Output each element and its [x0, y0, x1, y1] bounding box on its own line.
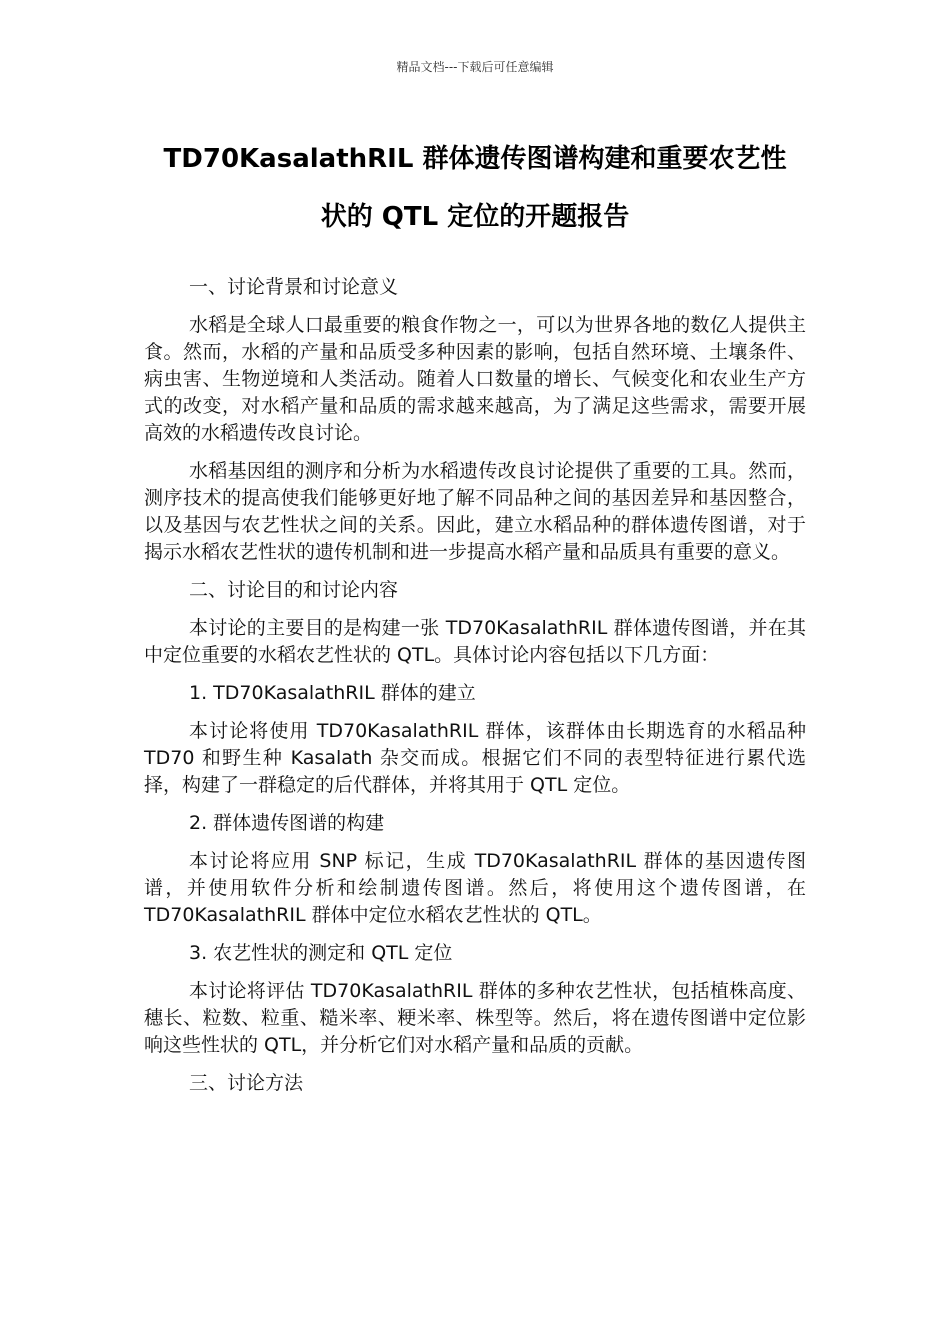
paragraph-background-1: 水稻是全球人口最重要的粮食作物之一，可以为世界各地的数亿人提供主食。然而，水稻的产量和品质受多种因素的影响，包括自然环境、土壤条件、病虫害、生物逆境和人类活动。随着人口数量的增长、气候变化和农业生产方式的改变，对水稻产量和品质的需求越来越高，为了满足这些需求，需要开展高效的水稻遗传改良讨论。 — [144, 314, 806, 444]
paragraph-qtl-mapping: 本讨论将评估 TD70KasalathRIL 群体的多种农艺性状，包括植株高度、穗长、粒数、粒重、糙米率、粳米率、株型等。然后，将在遗传图谱中定位影响这些性状的 QTL，并分析它们对水稻产量和品质的贡献。 — [144, 980, 806, 1056]
section-heading-background: 一、讨论背景和讨论意义 — [189, 276, 399, 298]
header-watermark: 精品文档---下载后可任意编辑 — [396, 60, 554, 74]
paragraph-population: 本讨论将使用 TD70KasalathRIL 群体，该群体由长期选育的水稻品种 TD70 和野生种 Kasalath 杂交而成。根据它们不同的表型特征进行累代选择，构建了一群稳定的后代群体，并将其用于 QTL 定位。 — [144, 720, 806, 796]
document-title-line-2: 状的 QTL 定位的开题报告 — [320, 202, 630, 232]
document-title-line-1: TD70KasalathRIL 群体遗传图谱构建和重要农艺性 — [163, 144, 787, 174]
document-body — [144, 274, 806, 1108]
subsection-heading-genetic-map: 2. 群体遗传图谱的构建 — [189, 812, 385, 834]
section-heading-methods: 三、讨论方法 — [189, 1072, 304, 1094]
subsection-heading-qtl-mapping: 3. 农艺性状的测定和 QTL 定位 — [189, 942, 453, 964]
paragraph-background-2: 水稻基因组的测序和分析为水稻遗传改良讨论提供了重要的工具。然而，测序技术的提高使我们能够更好地了解不同品种之间的基因差异和基因整合，以及基因与农艺性状之间的关系。因此，建立水稻品种的群体遗传图谱，对于揭示水稻农艺性状的遗传机制和进一步提高水稻产量和品质具有重要的意义。 — [144, 460, 806, 563]
paragraph-genetic-map: 本讨论将应用 SNP 标记，生成 TD70KasalathRIL 群体的基因遗传图谱，并使用软件分析和绘制遗传图谱。然后，将使用这个遗传图谱，在 TD70KasalathRIL 群体中定位水稻农艺性状的 QTL。 — [144, 850, 806, 926]
paragraph-objectives-intro: 本讨论的主要目的是构建一张 TD70KasalathRIL 群体遗传图谱，并在其中定位重要的水稻农艺性状的 QTL。具体讨论内容包括以下几方面： — [144, 617, 806, 666]
section-heading-objectives: 二、讨论目的和讨论内容 — [189, 579, 399, 601]
subsection-heading-population: 1. TD70KasalathRIL 群体的建立 — [189, 682, 476, 704]
